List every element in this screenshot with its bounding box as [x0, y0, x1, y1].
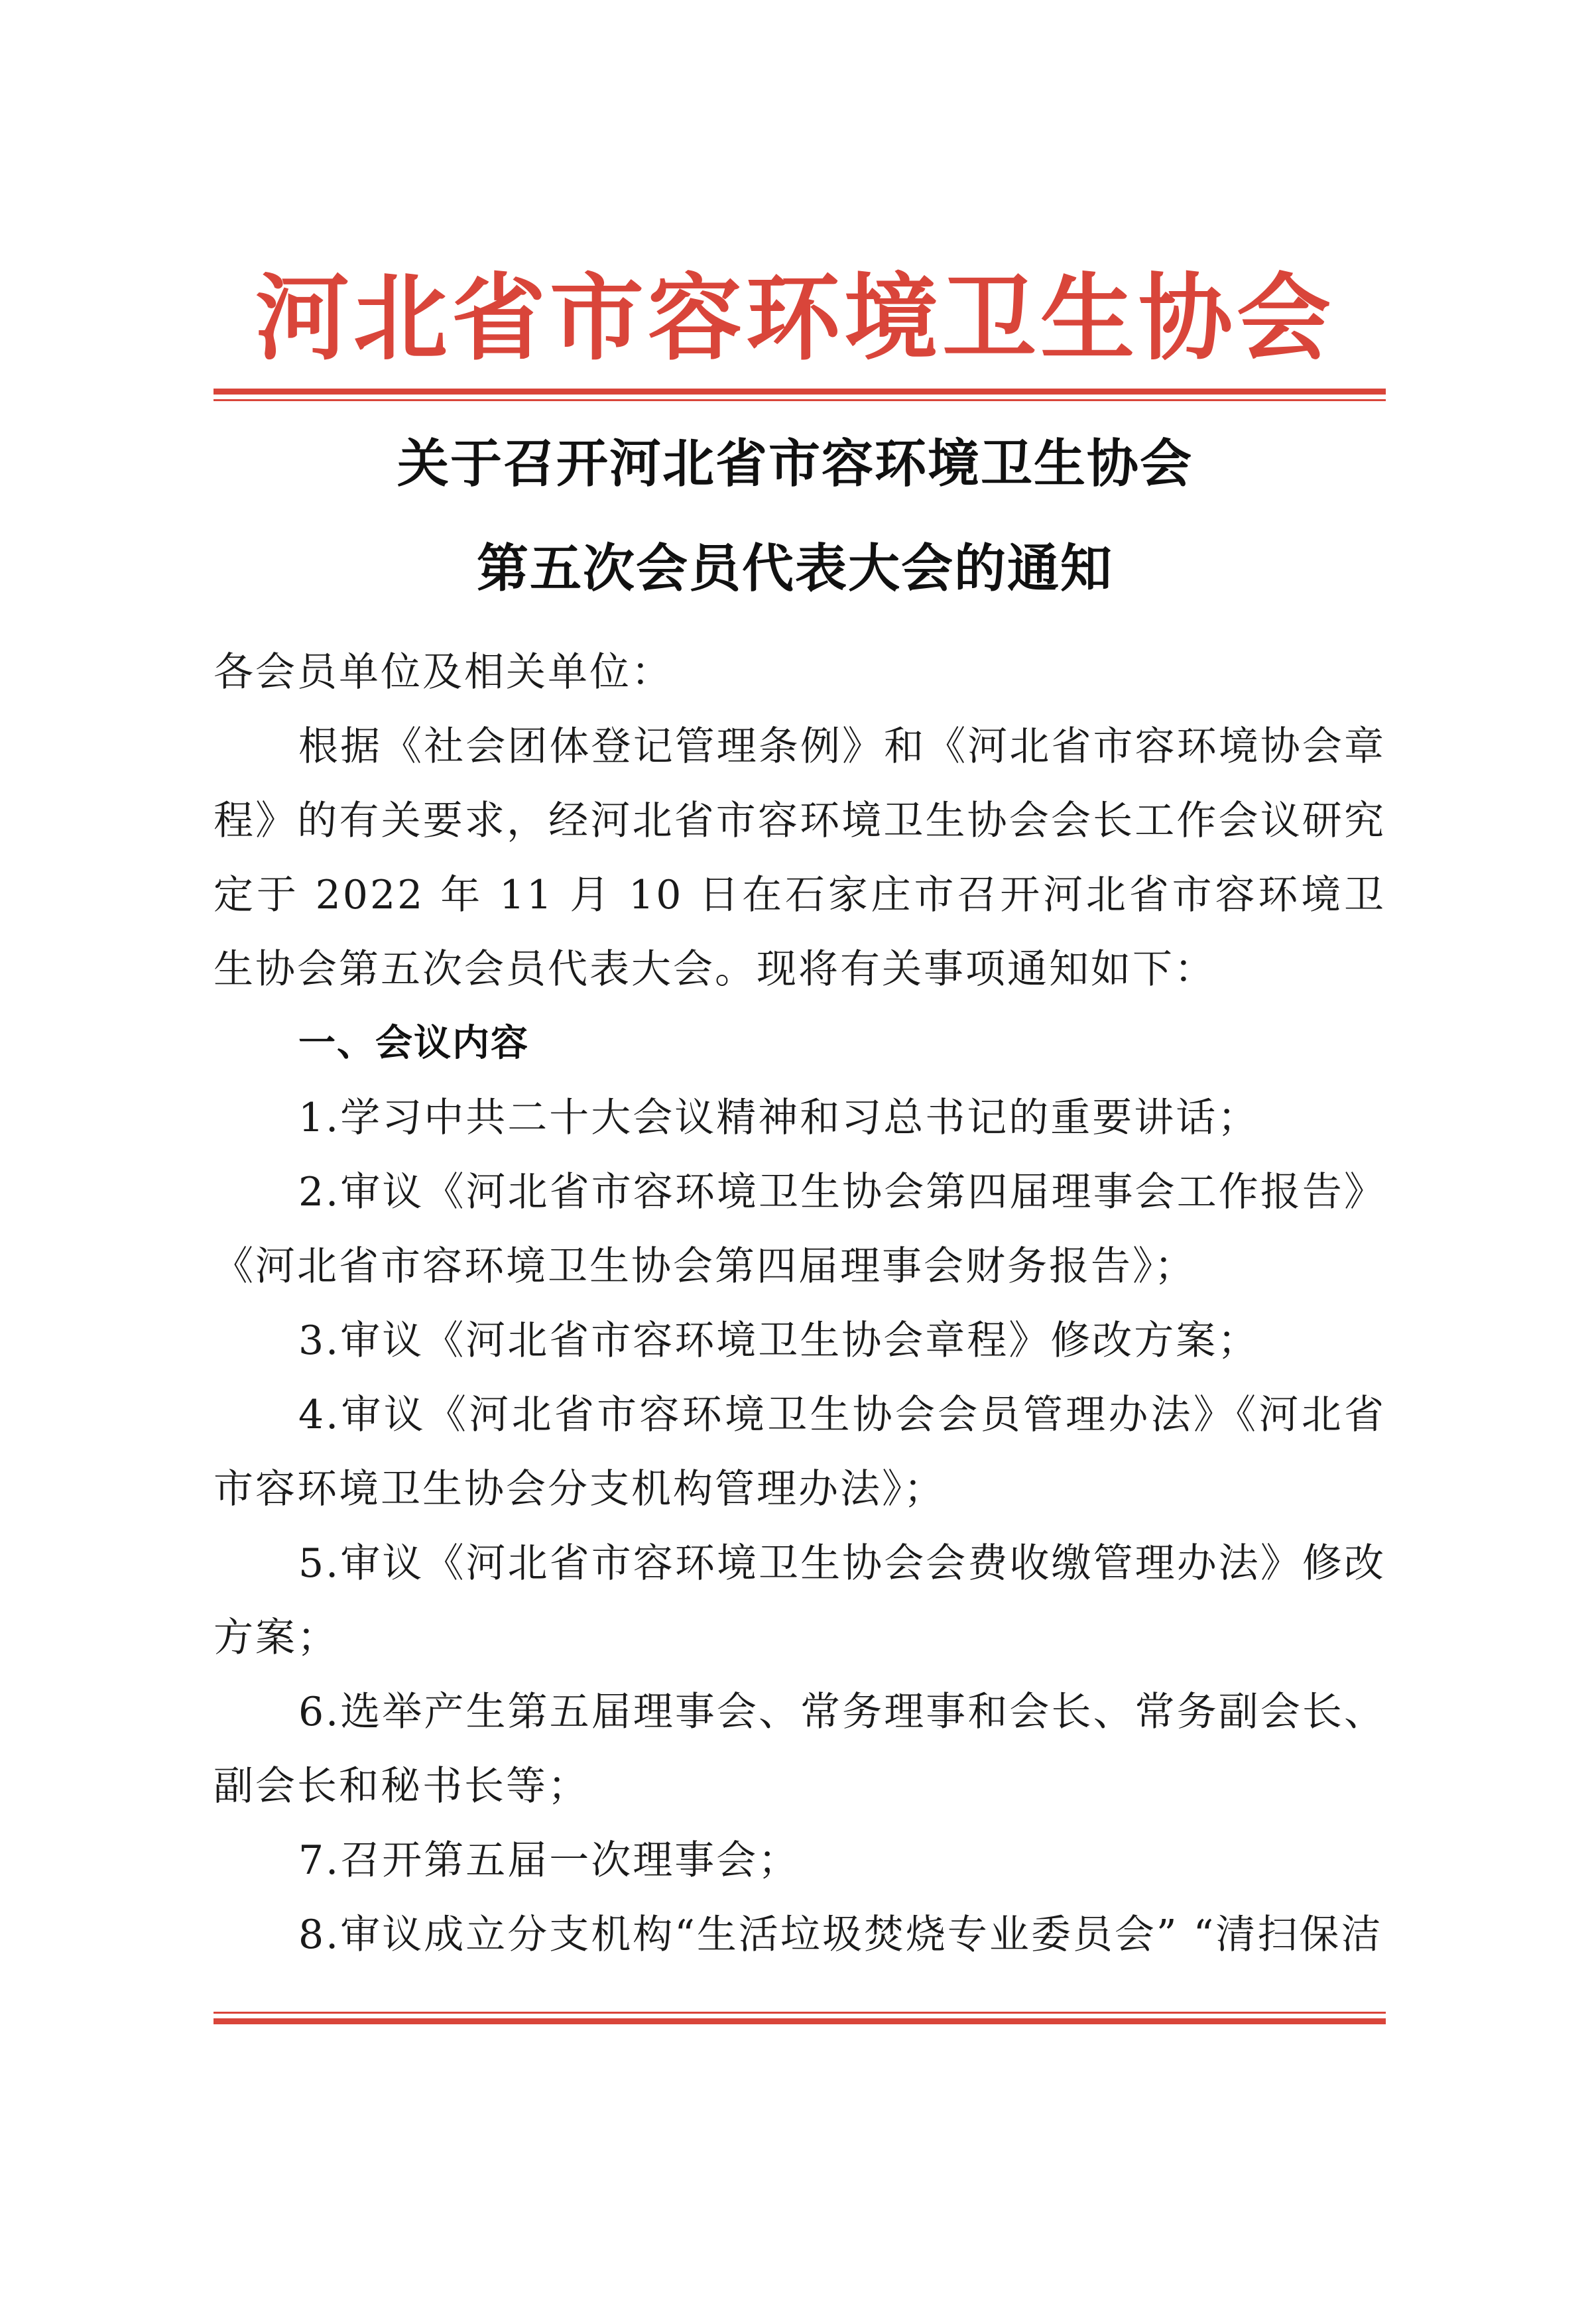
intro-paragraph: 根据《社会团体登记管理条例》和《河北省市容环境协会章程》的有关要求，经河北省市容环境卫生协会会长工作会议研究定于 2022 年 11 月 10 日在石家庄市召开河北省市容环境卫生协会第五次会员代表大会。现将有关事项通知如下：: [214, 723, 1386, 993]
footer-rule-thin: [214, 2012, 1386, 2014]
footer-rule-thick: [214, 2018, 1386, 2024]
document-title-line-1: 关于召开河北省市容环境卫生协会: [397, 434, 1193, 494]
list-item: 3.审议《河北省市容环境卫生协会章程》修改方案；: [298, 1317, 1260, 1364]
list-item: 8.审议成立分支机构“生活垃圾焚烧专业委员会” “清扫保洁: [298, 1912, 1383, 1958]
letterhead-rule-thick: [214, 389, 1386, 395]
meeting-content-list: [214, 1081, 1386, 1972]
list-item: 1.学习中共二十大会议精神和习总书记的重要讲话；: [298, 1095, 1260, 1141]
section-heading-meeting-content: 一、会议内容: [298, 1022, 529, 1065]
letterhead-rule-thin: [214, 399, 1386, 401]
document-title-line-2: 第五次会员代表大会的通知: [476, 538, 1113, 599]
list-item: 7.召开第五届一次理事会；: [298, 1837, 800, 1884]
list-item: 5.审议《河北省市容环境卫生协会会费收缴管理办法》修改方案；: [214, 1540, 1386, 1661]
list-item: 6.选举产生第五届理事会、常务理事和会长、常务副会长、副会长和秘书长等；: [214, 1689, 1386, 1809]
salutation: 各会员单位及相关单位：: [214, 649, 673, 696]
list-item: 4.审议《河北省市容环境卫生协会会员管理办法》《河北省市容环境卫生协会分支机构管理办法》；: [214, 1392, 1386, 1512]
list-item: 2.审议《河北省市容环境卫生协会第四届理事会工作报告》《河北省市容环境卫生协会第四届理事会财务报告》；: [214, 1169, 1386, 1290]
letterhead-title: 河北省市容环境卫生协会: [255, 263, 1335, 373]
